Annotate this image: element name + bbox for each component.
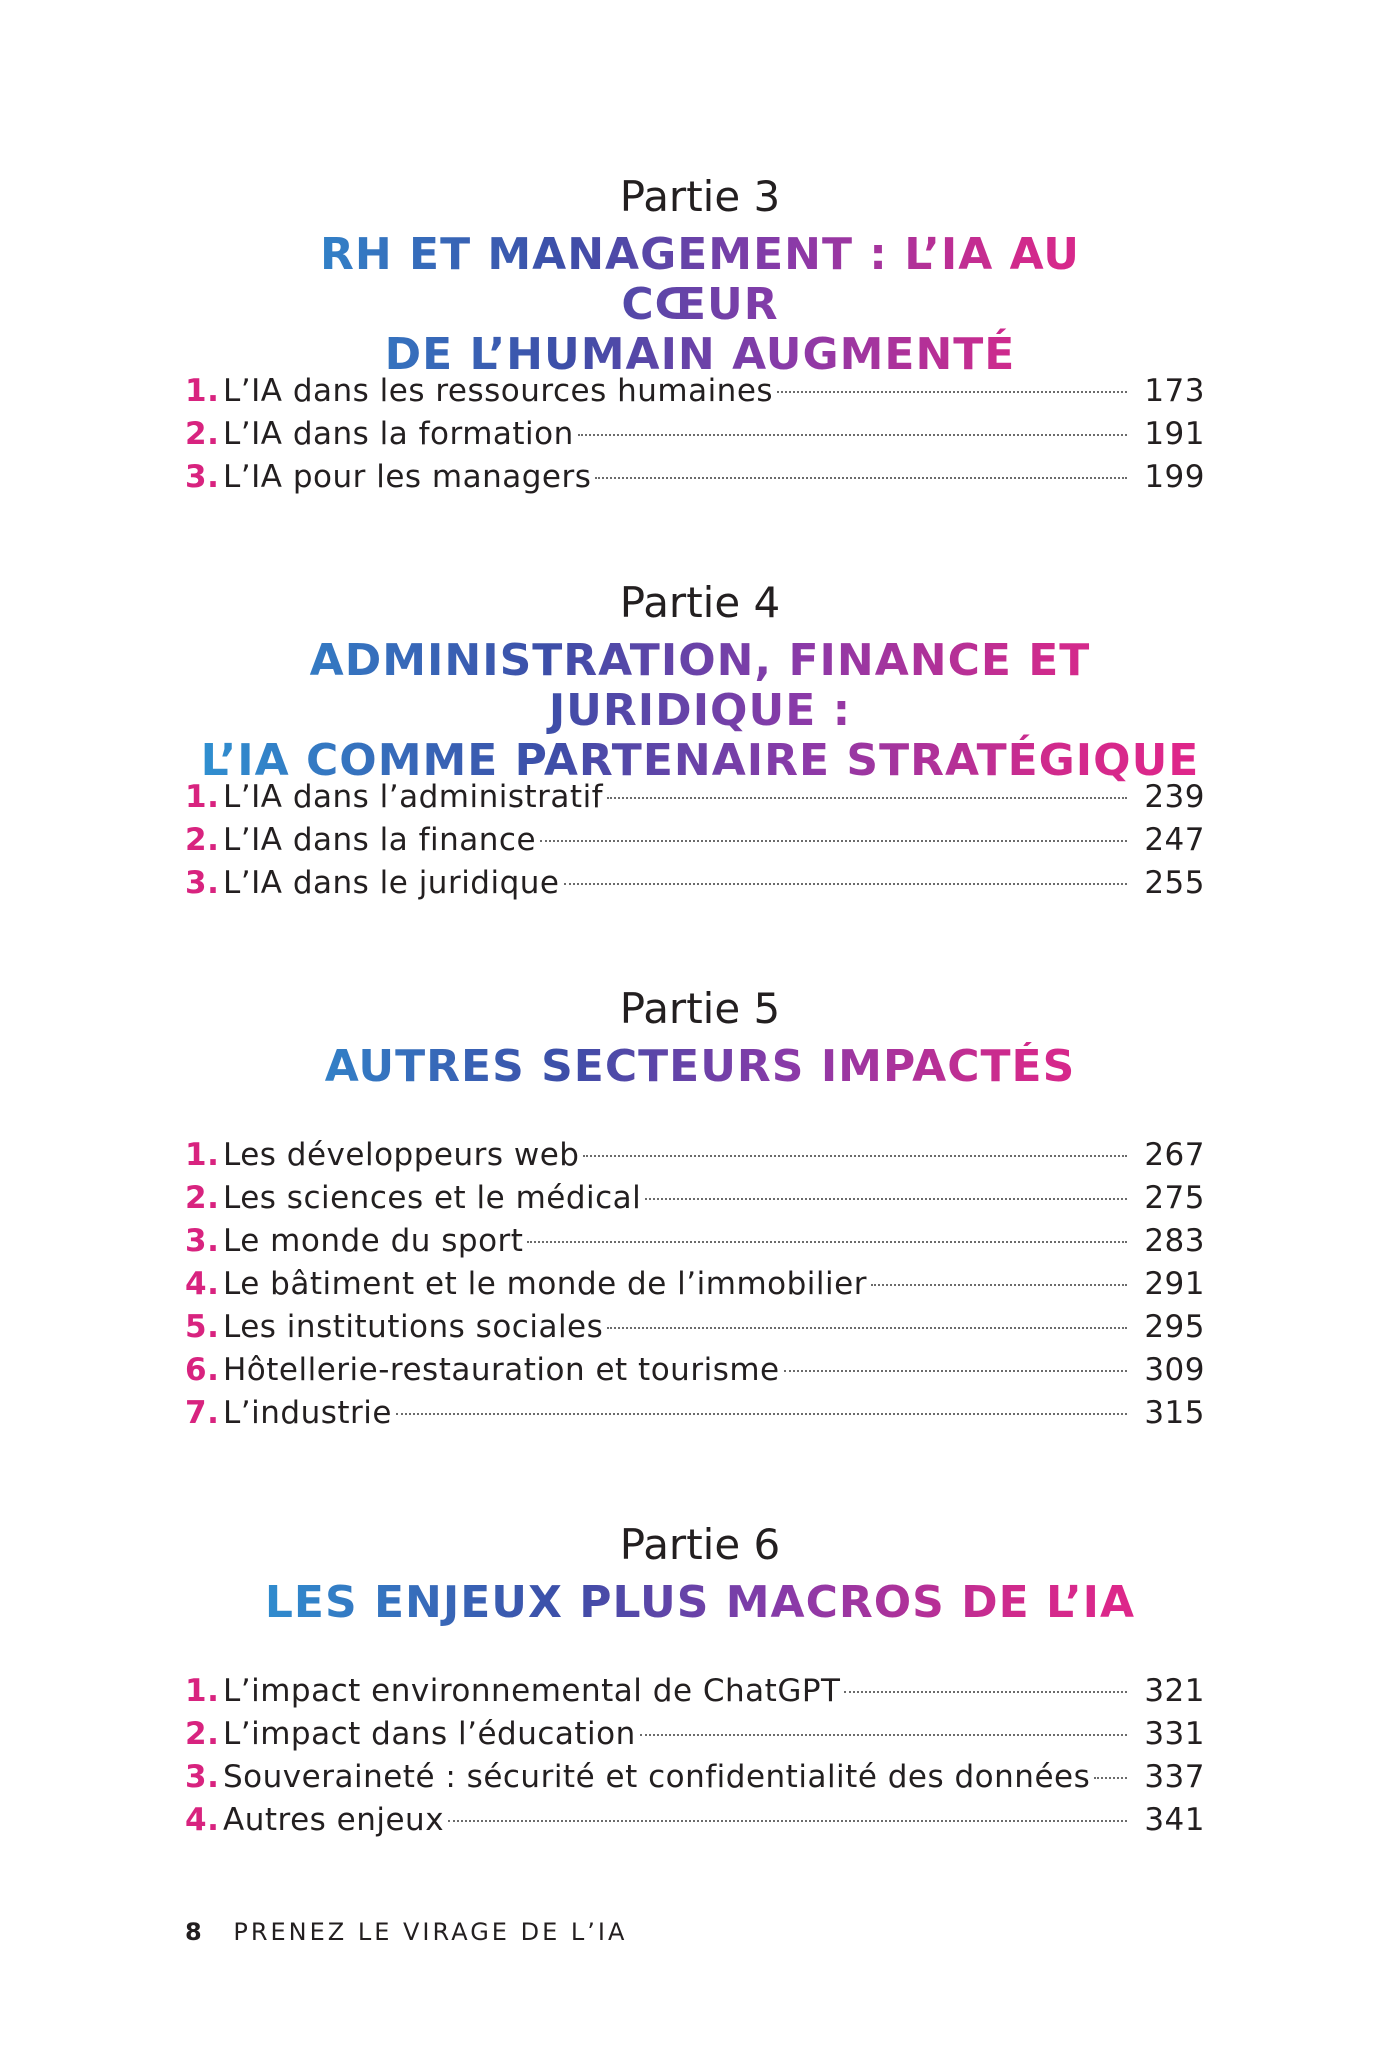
chapter-page: 173 <box>1144 373 1205 409</box>
toc-entry[interactable] <box>185 1713 1205 1756</box>
part-number: Partie 6 <box>619 1520 781 1569</box>
dot-leader <box>564 883 1128 885</box>
chapter-number: 2. <box>185 822 220 858</box>
dot-leader <box>640 1734 1127 1736</box>
dot-leader <box>871 1284 1127 1286</box>
toc-entry[interactable] <box>185 776 1205 819</box>
part-4 <box>0 578 1400 786</box>
toc-list-part-6 <box>185 1670 1205 1842</box>
dot-leader <box>607 1327 1127 1329</box>
chapter-page: 337 <box>1144 1759 1205 1795</box>
chapter-title: Les développeurs web <box>223 1137 580 1173</box>
dot-leader <box>540 840 1127 842</box>
toc-entry[interactable] <box>185 1177 1205 1220</box>
chapter-title: Le monde du sport <box>223 1223 524 1259</box>
chapter-page: 275 <box>1144 1180 1205 1216</box>
dot-leader <box>607 797 1127 799</box>
chapter-page: 291 <box>1144 1266 1205 1302</box>
chapter-title: L’IA dans les ressources humaines <box>223 373 774 409</box>
chapter-number: 2. <box>185 416 220 452</box>
chapter-title: L’IA dans le juridique <box>223 865 560 901</box>
chapter-title: Hôtellerie-restauration et tourisme <box>223 1352 780 1388</box>
part-title-line: RH ET MANAGEMENT : L’IA AU CŒUR <box>319 229 1080 330</box>
toc-entry[interactable] <box>185 1349 1205 1392</box>
dot-leader <box>784 1370 1127 1372</box>
chapter-number: 2. <box>185 1716 220 1752</box>
part-title-line: ADMINISTRATION, FINANCE ET JURIDIQUE : <box>309 635 1091 736</box>
chapter-title: L’industrie <box>223 1395 392 1431</box>
toc-entry[interactable] <box>185 1220 1205 1263</box>
chapter-number: 2. <box>185 1180 220 1216</box>
part-title-line: LES ENJEUX PLUS MACROS DE L’IA <box>264 1577 1136 1628</box>
dot-leader <box>645 1198 1127 1200</box>
chapter-title: Souveraineté : sécurité et confidentialité des données <box>223 1759 1091 1795</box>
toc-entry[interactable] <box>185 819 1205 862</box>
chapter-title: L’IA dans la formation <box>223 416 574 452</box>
chapter-page: 315 <box>1144 1395 1205 1431</box>
chapter-number: 6. <box>185 1352 220 1388</box>
chapter-number: 5. <box>185 1309 220 1345</box>
dot-leader <box>578 434 1127 436</box>
chapter-page: 199 <box>1144 459 1205 495</box>
dot-leader <box>777 391 1127 393</box>
dot-leader <box>396 1413 1127 1415</box>
running-footer <box>185 1918 627 1946</box>
toc-entry[interactable] <box>185 456 1205 499</box>
chapter-number: 3. <box>185 1223 220 1259</box>
dot-leader <box>448 1820 1127 1822</box>
dot-leader <box>844 1691 1127 1693</box>
part-title-line: DE L’HUMAIN AUGMENTÉ <box>384 329 1016 380</box>
part-title <box>250 1578 1150 1628</box>
dot-leader <box>1094 1777 1127 1779</box>
chapter-number: 1. <box>185 1137 220 1173</box>
chapter-page: 239 <box>1144 779 1205 815</box>
part-5 <box>0 984 1400 1092</box>
chapter-number: 1. <box>185 779 220 815</box>
part-number: Partie 3 <box>619 172 781 221</box>
chapter-number: 3. <box>185 865 220 901</box>
toc-list-part-3 <box>185 370 1205 499</box>
part-title-line: AUTRES SECTEURS IMPACTÉS <box>324 1041 1076 1092</box>
page-number: 8 <box>185 1918 205 1946</box>
part-title <box>250 1042 1150 1092</box>
toc-entry[interactable] <box>185 1392 1205 1435</box>
chapter-title: Les sciences et le médical <box>223 1180 642 1216</box>
chapter-number: 1. <box>185 373 220 409</box>
toc-entry[interactable] <box>185 1306 1205 1349</box>
chapter-number: 4. <box>185 1802 220 1838</box>
dot-leader <box>583 1155 1127 1157</box>
chapter-page: 247 <box>1144 822 1205 858</box>
chapter-page: 341 <box>1144 1802 1205 1838</box>
chapter-page: 331 <box>1144 1716 1205 1752</box>
book-title: PRENEZ LE VIRAGE DE L’IA <box>233 1918 628 1946</box>
chapter-title: L’IA dans la finance <box>223 822 537 858</box>
dot-leader <box>595 477 1127 479</box>
chapter-title: Les institutions sociales <box>223 1309 604 1345</box>
chapter-page: 255 <box>1144 865 1205 901</box>
part-title <box>250 230 1150 380</box>
part-title <box>200 636 1200 786</box>
part-number: Partie 5 <box>619 984 781 1033</box>
chapter-title: Autres enjeux <box>223 1802 445 1838</box>
chapter-page: 295 <box>1144 1309 1205 1345</box>
chapter-number: 3. <box>185 459 220 495</box>
chapter-title: L’impact dans l’éducation <box>223 1716 636 1752</box>
toc-entry[interactable] <box>185 1134 1205 1177</box>
part-6 <box>0 1520 1400 1628</box>
toc-entry[interactable] <box>185 1263 1205 1306</box>
chapter-number: 1. <box>185 1673 220 1709</box>
toc-entry[interactable] <box>185 1756 1205 1799</box>
chapter-number: 7. <box>185 1395 220 1431</box>
toc-entry[interactable] <box>185 370 1205 413</box>
part-title-line: L’IA COMME PARTENAIRE STRATÉGIQUE <box>200 735 1200 786</box>
chapter-title: Le bâtiment et le monde de l’immobilier <box>223 1266 867 1302</box>
toc-entry[interactable] <box>185 862 1205 905</box>
chapter-page: 191 <box>1144 416 1205 452</box>
chapter-number: 4. <box>185 1266 220 1302</box>
dot-leader <box>527 1241 1127 1243</box>
toc-entry[interactable] <box>185 1799 1205 1842</box>
part-number: Partie 4 <box>619 578 781 627</box>
chapter-page: 321 <box>1144 1673 1205 1709</box>
chapter-number: 3. <box>185 1759 220 1795</box>
chapter-page: 309 <box>1144 1352 1205 1388</box>
toc-list-part-4 <box>185 776 1205 905</box>
toc-entry[interactable] <box>185 1670 1205 1713</box>
chapter-title: L’IA dans l’administratif <box>223 779 604 815</box>
part-3 <box>0 172 1400 380</box>
toc-list-part-5 <box>185 1134 1205 1435</box>
toc-entry[interactable] <box>185 413 1205 456</box>
chapter-page: 267 <box>1144 1137 1205 1173</box>
chapter-title: L’impact environnemental de ChatGPT <box>223 1673 841 1709</box>
chapter-title: L’IA pour les managers <box>223 459 592 495</box>
chapter-page: 283 <box>1144 1223 1205 1259</box>
